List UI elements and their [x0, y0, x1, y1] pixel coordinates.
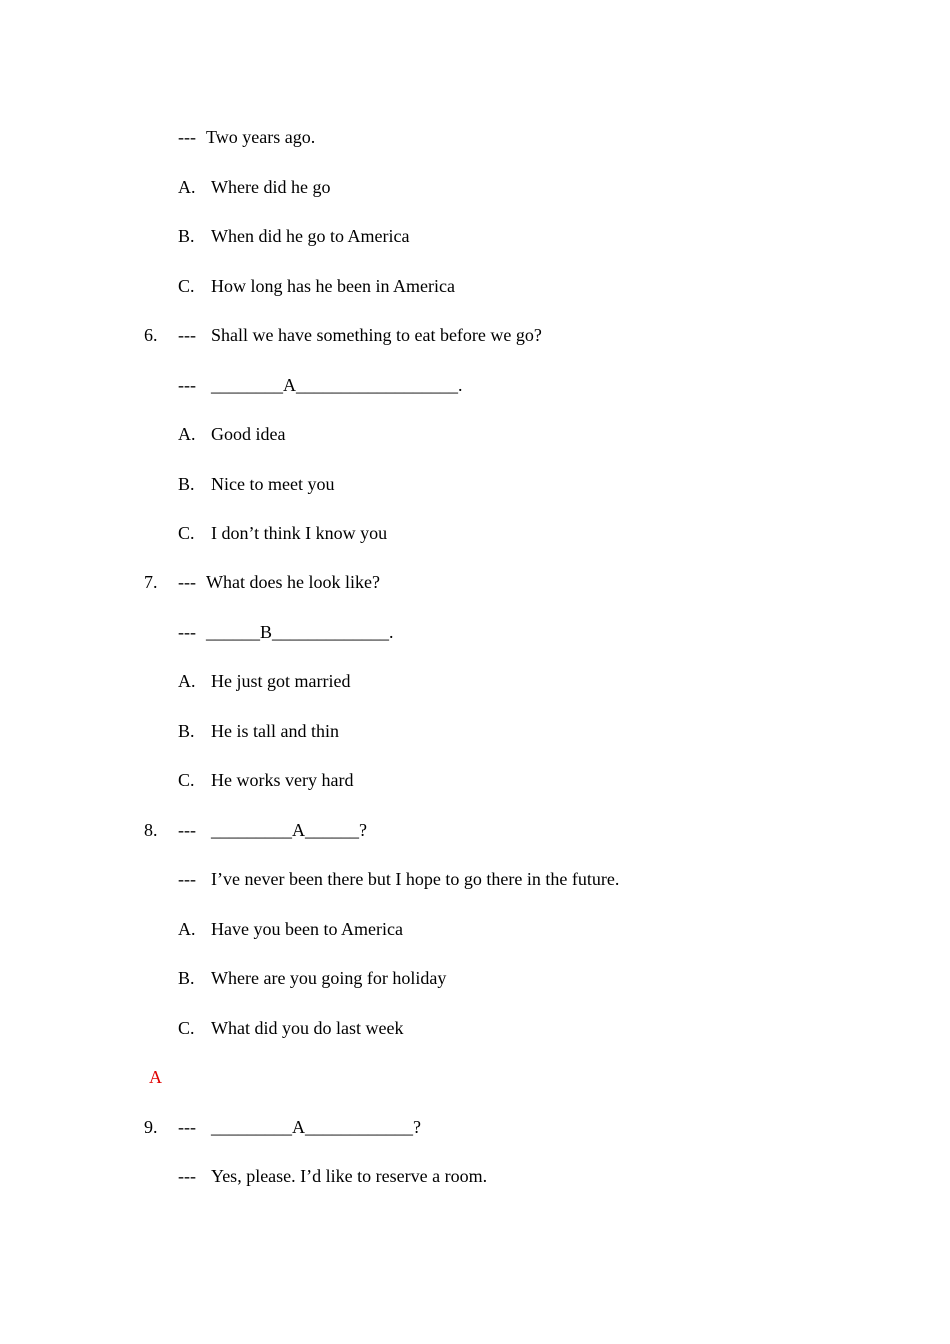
- reply-text: Two years ago.: [206, 127, 316, 147]
- option-line: [0, 720, 339, 742]
- reply-line: [0, 868, 620, 890]
- option-text: Have you been to America: [211, 919, 403, 939]
- question-number: 7.: [144, 572, 158, 592]
- dash-marker: ---: [178, 325, 196, 345]
- answer-line: [0, 1066, 162, 1088]
- option-label: C.: [178, 276, 195, 296]
- option-label: A.: [178, 671, 196, 691]
- question-text: What does he look like?: [206, 572, 380, 592]
- option-line: [0, 473, 335, 495]
- option-text: Good idea: [211, 424, 286, 444]
- option-line: [0, 423, 286, 445]
- option-line: [0, 670, 351, 692]
- dash-marker: ---: [178, 1117, 196, 1137]
- reply-line: [0, 374, 463, 396]
- dash-marker: ---: [178, 127, 196, 147]
- reply-text: Yes, please. I’d like to reserve a room.: [211, 1166, 488, 1186]
- question-number: 9.: [144, 1117, 158, 1137]
- question-text: _________A____________?: [211, 1117, 421, 1137]
- question-line: [0, 571, 380, 593]
- option-line: [0, 522, 388, 544]
- option-line: [0, 967, 447, 989]
- question-line: [0, 819, 367, 841]
- option-label: B.: [178, 968, 195, 988]
- reply-line: [0, 126, 316, 148]
- option-label: C.: [178, 1018, 195, 1038]
- option-line: [0, 176, 331, 198]
- option-label: B.: [178, 721, 195, 741]
- reply-text: ______B_____________.: [206, 622, 394, 642]
- option-line: [0, 225, 410, 247]
- reply-line: [0, 1165, 488, 1187]
- option-text: Where did he go: [211, 177, 331, 197]
- option-text: Where are you going for holiday: [211, 968, 447, 988]
- option-text: Nice to meet you: [211, 474, 335, 494]
- option-text: He works very hard: [211, 770, 354, 790]
- dash-marker: ---: [178, 375, 196, 395]
- option-text: He just got married: [211, 671, 351, 691]
- question-line: [0, 1116, 421, 1138]
- option-label: A.: [178, 919, 196, 939]
- dash-marker: ---: [178, 820, 196, 840]
- option-line: [0, 918, 403, 940]
- question-number: 8.: [144, 820, 158, 840]
- question-text: Shall we have something to eat before we go?: [211, 325, 542, 345]
- reply-text: ________A__________________.: [211, 375, 463, 395]
- option-line: [0, 275, 455, 297]
- option-label: C.: [178, 770, 195, 790]
- option-label: A.: [178, 424, 196, 444]
- question-number: 6.: [144, 325, 158, 345]
- option-text: I don’t think I know you: [211, 523, 388, 543]
- option-text: How long has he been in America: [211, 276, 455, 296]
- dash-marker: ---: [178, 622, 196, 642]
- option-label: C.: [178, 523, 195, 543]
- dash-marker: ---: [178, 572, 196, 592]
- dash-marker: ---: [178, 1166, 196, 1186]
- option-label: B.: [178, 474, 195, 494]
- option-line: [0, 769, 354, 791]
- option-text: What did you do last week: [211, 1018, 404, 1038]
- question-text: _________A______?: [211, 820, 367, 840]
- option-line: [0, 1017, 404, 1039]
- option-label: B.: [178, 226, 195, 246]
- reply-text: I’ve never been there but I hope to go there in the future.: [211, 869, 620, 889]
- reply-line: [0, 621, 394, 643]
- option-text: When did he go to America: [211, 226, 410, 246]
- answer-key: A: [149, 1067, 162, 1087]
- question-line: [0, 324, 542, 346]
- option-text: He is tall and thin: [211, 721, 339, 741]
- dash-marker: ---: [178, 869, 196, 889]
- option-label: A.: [178, 177, 196, 197]
